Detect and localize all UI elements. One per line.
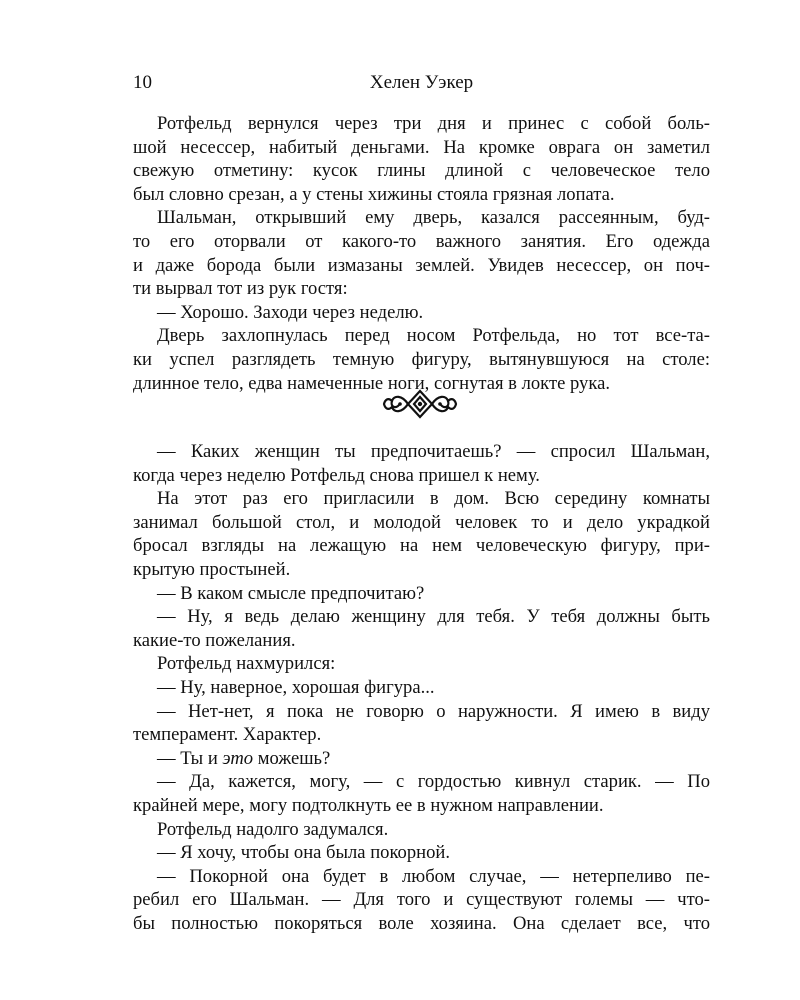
text-line: свежую отметину: кусок глины длиной с человеческое тело (133, 160, 710, 182)
text-line: Ротфельд надолго задумался. (157, 818, 389, 840)
text-line: Ротфельд вернулся через три дня и принес с собой боль- (157, 113, 710, 134)
text-line: и даже борода были измазаны землей. Увидев несессер, он поч- (133, 254, 710, 276)
text-line: длинное тело, едва намеченные ноги, согнутая в локте рука. (133, 372, 611, 394)
text-line: когда через неделю Ротфельд снова пришел к нему. (133, 464, 540, 486)
text-line: Шальман, открывший ему дверь, казался рассеянным, буд- (157, 207, 710, 229)
text-line: темперамент. Характер. (133, 724, 322, 746)
text-line: бы полностью покоряться воле хозяина. Она сделает все, что (133, 912, 710, 934)
text-line: — Нет-нет, я пока не говорю о наружности. Я имею в виду (157, 700, 710, 722)
text-fragment: — Ты и (157, 747, 223, 769)
text-line: крытую простыней. (133, 558, 291, 580)
emphasized-word: это (222, 747, 254, 769)
section-1-text (133, 112, 710, 395)
book-author: Хелен Уэкер (369, 72, 474, 93)
text-line: Ротфельд нахмурился: (157, 653, 336, 675)
ornament-divider-icon (382, 387, 458, 421)
text-line: ребил его Шальман. — Для того и существуют големы — что- (133, 889, 710, 911)
text-line: то его оторвали от какого-то важного занятия. Его одежда (133, 230, 710, 252)
text-line: занимал большой стол, и молодой человек то и дело украдкой (133, 511, 710, 533)
text-line: бросал взгляды на лежащую на нем человеческую фигуру, при- (133, 535, 710, 557)
text-line: — Каких женщин ты предпочитаешь? — спросил Шальман, (157, 441, 710, 462)
text-line: шой несессер, набитый деньгами. На кромке оврага он заметил (133, 136, 710, 158)
page-number: 10 (133, 72, 152, 93)
text-line: крайней мере, могу подтолкнуть ее в нужном направлении. (133, 794, 604, 816)
text-line: был словно срезан, а у стены хижины стояла грязная лопата. (133, 183, 615, 205)
running-head (133, 72, 710, 96)
text-line: Дверь захлопнулась перед носом Ротфельда, но тот все-та- (157, 325, 710, 347)
text-line: — Покорной она будет в любом случае, — нетерпеливо пе- (157, 865, 710, 887)
text-line: — Я хочу, чтобы она была покорной. (157, 842, 450, 864)
section-2-text (133, 440, 710, 935)
text-line: — В каком смысле предпочитаю? (157, 582, 425, 604)
text-line: — Ну, я ведь делаю женщину для тебя. У тебя должны быть (157, 606, 710, 628)
text-line: — Да, кажется, могу, — с гордостью кивнул старик. — По (157, 771, 710, 793)
text-line: — Ну, наверное, хорошая фигура... (157, 676, 435, 698)
text-line: На этот раз его пригласили в дом. Всю середину комнаты (157, 488, 710, 510)
text-line: какие-то пожелания. (133, 629, 296, 651)
text-line (133, 747, 710, 771)
text-line: ки успел разглядеть темную фигуру, вытянувшуюся на столе: (133, 348, 710, 370)
text-line: ти вырвал тот из рук гостя: (133, 278, 348, 300)
text-fragment: можешь? (253, 747, 331, 769)
text-line: — Хорошо. Заходи через неделю. (157, 301, 424, 323)
